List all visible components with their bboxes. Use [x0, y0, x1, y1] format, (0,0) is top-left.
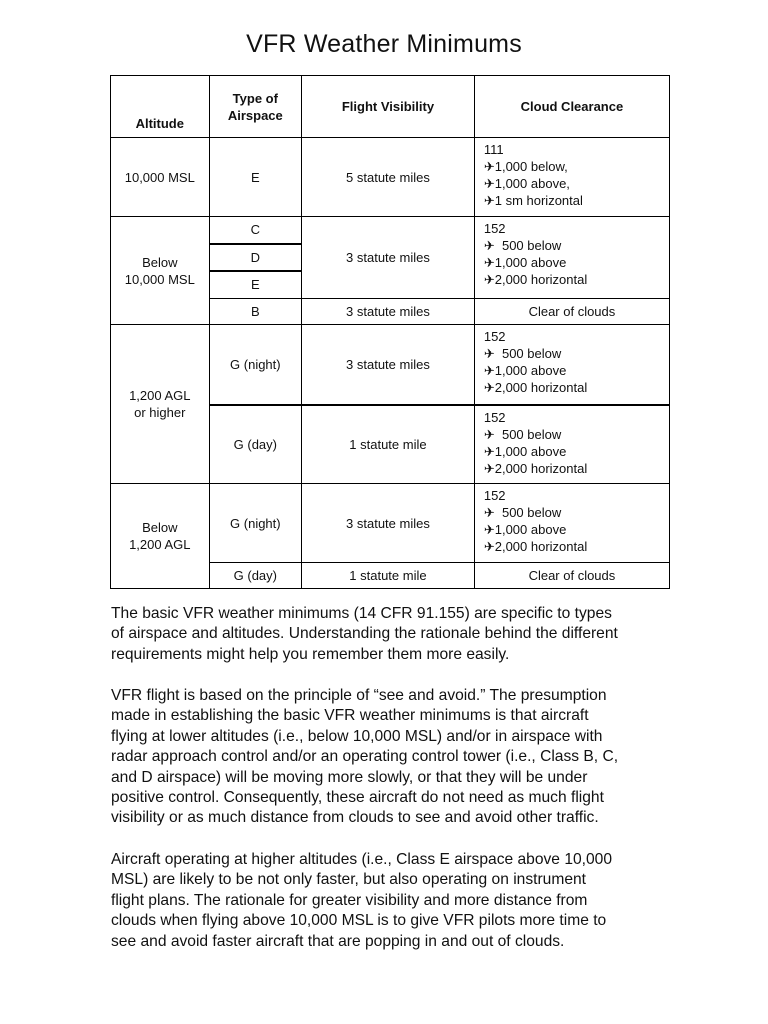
- paragraph-higher-altitudes: Aircraft operating at higher altitudes (i.e., Class E airspace above 10,000 MSL) are likely to be not only faster, but also operating on instrument flight plans. The rationale for greater visibility and more distance from clouds when flying above 10,000 MSL is to give VFR pilots more time to see and avoid faster aircraft that are popping in and out of clouds.: [111, 851, 613, 950]
- visibility-cell: 1 statute mile: [302, 405, 475, 484]
- airspace-cell: C: [209, 217, 301, 244]
- airspace-cell: G (night): [209, 325, 301, 405]
- clearance-cell: Clear of clouds: [474, 299, 669, 325]
- altitude-cell: Below 1,200 AGL: [111, 484, 210, 589]
- page-title: VFR Weather Minimums: [246, 30, 522, 58]
- vfr-minimums-table: [110, 75, 670, 589]
- header-visibility: Flight Visibility: [302, 76, 475, 138]
- airspace-cell: G (day): [209, 563, 301, 589]
- table-row: [111, 138, 670, 217]
- header-clearance: Cloud Clearance: [474, 76, 669, 138]
- header-airspace: Type of Airspace: [209, 76, 301, 138]
- airspace-cell: G (day): [209, 405, 301, 484]
- airspace-cell: E: [209, 138, 301, 217]
- airspace-cell: E: [209, 271, 301, 299]
- visibility-cell: 5 statute miles: [302, 138, 475, 217]
- clearance-cell: 152 ✈ 500 below ✈1,000 above ✈2,000 horizontal: [474, 217, 669, 299]
- clearance-cell: Clear of clouds: [474, 563, 669, 589]
- visibility-cell: 3 statute miles: [302, 484, 475, 563]
- clearance-cell: 152 ✈ 500 below ✈1,000 above ✈2,000 horizontal: [474, 325, 669, 405]
- altitude-cell: 1,200 AGL or higher: [111, 325, 210, 484]
- visibility-cell: 1 statute mile: [302, 563, 475, 589]
- table-row: [111, 217, 670, 244]
- paragraph-intro: The basic VFR weather minimums (14 CFR 91.155) are specific to types of airspace and altitudes. Understanding the rationale behind the different requirements might help you remember them more easily.: [111, 605, 618, 663]
- airspace-cell: G (night): [209, 484, 301, 563]
- clearance-cell: 111 ✈1,000 below, ✈1,000 above, ✈1 sm horizontal: [474, 138, 669, 217]
- header-altitude: Altitude: [111, 76, 210, 138]
- visibility-cell: 3 statute miles: [302, 299, 475, 325]
- paragraph-see-and-avoid: VFR flight is based on the principle of “see and avoid.” The presumption made in establishing the basic VFR weather minimums is that aircraft flying at lower altitudes (i.e., below 10,000 MSL) and/or in airspace with radar approach control and/or an operating control tower (i.e., Class B, C, and D airspace) will be moving more slowly, or that they will be under positive control. Consequently, these aircraft do not need as much flight visibility or as much distance from clouds to see and avoid other traffic.: [111, 687, 619, 827]
- clearance-cell: 152 ✈ 500 below ✈1,000 above ✈2,000 horizontal: [474, 405, 669, 484]
- table-row: [111, 484, 670, 563]
- visibility-cell: 3 statute miles: [302, 217, 475, 299]
- airspace-cell: D: [209, 244, 301, 271]
- table-header-row: [111, 76, 670, 138]
- airspace-cell: B: [209, 299, 301, 325]
- clearance-cell: 152 ✈ 500 below ✈1,000 above ✈2,000 horizontal: [474, 484, 669, 563]
- visibility-cell: 3 statute miles: [302, 325, 475, 405]
- table-row: [111, 325, 670, 405]
- altitude-cell: 10,000 MSL: [111, 138, 210, 217]
- altitude-cell: Below 10,000 MSL: [111, 217, 210, 325]
